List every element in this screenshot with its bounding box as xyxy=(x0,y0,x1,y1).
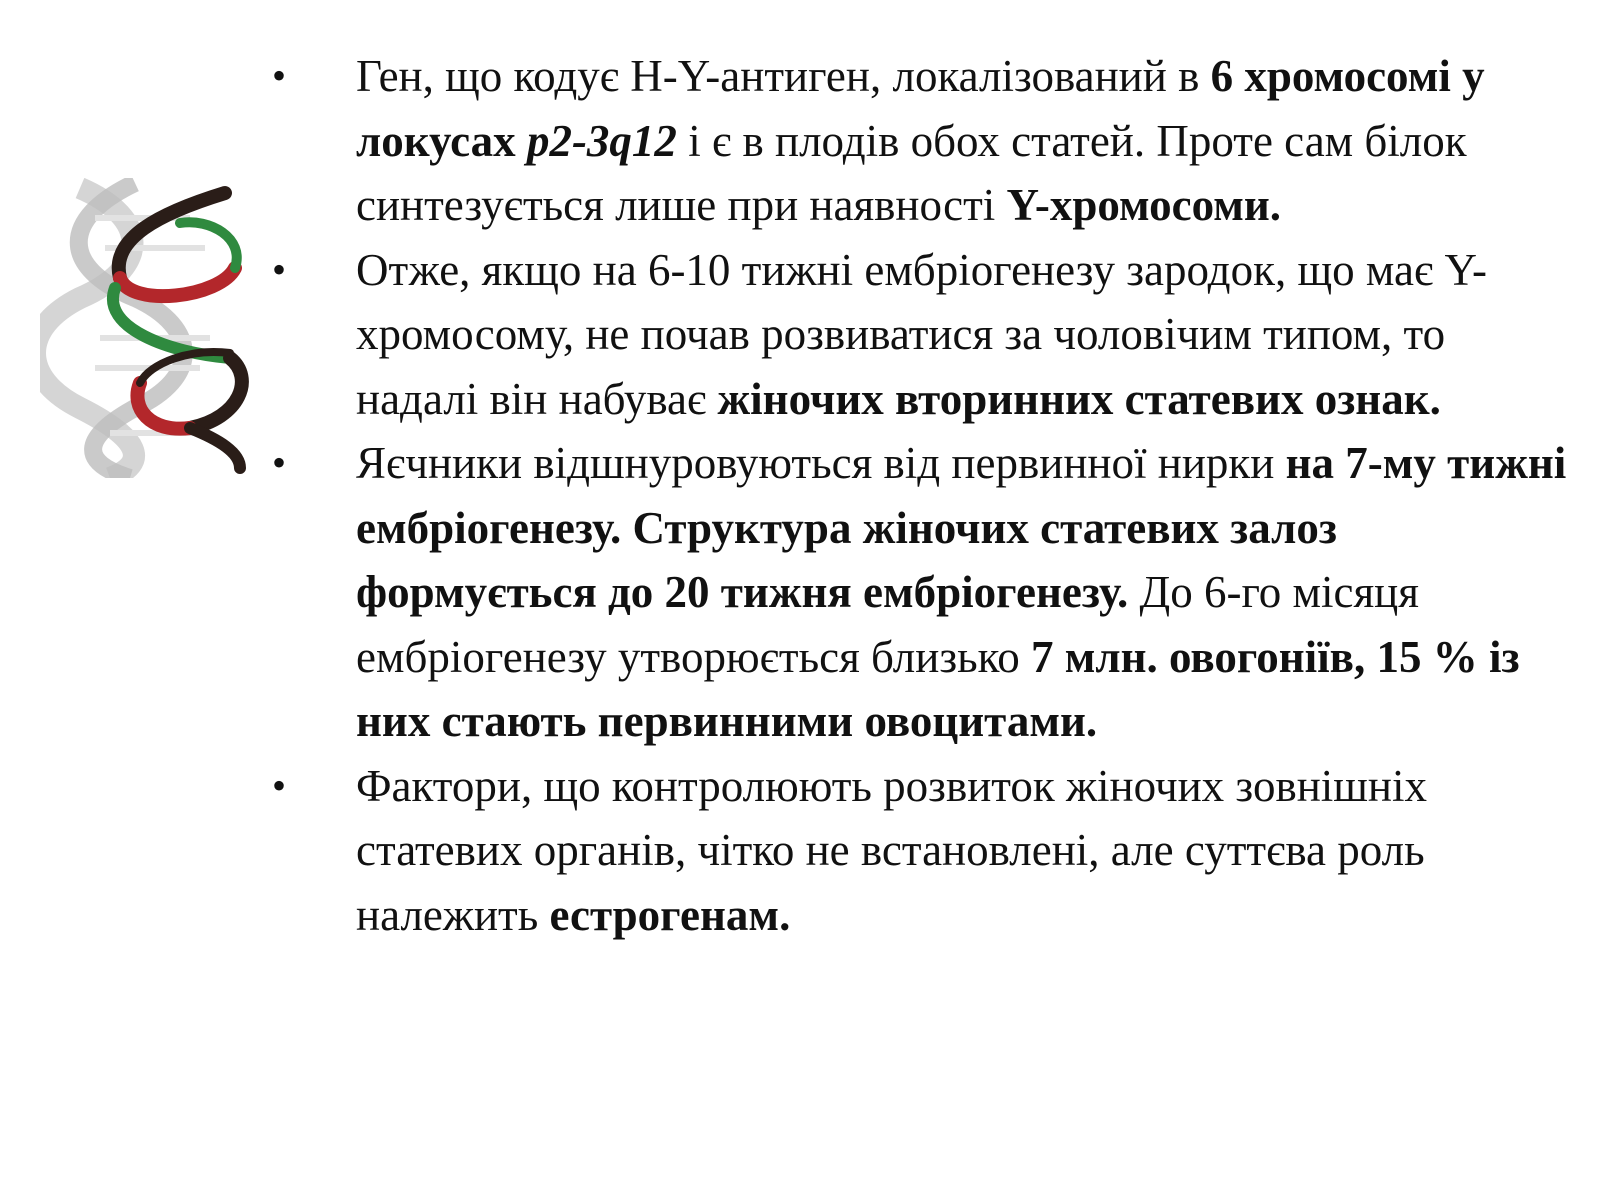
bullet-text: Яєчники відшнуровуються від первинної нирки xyxy=(356,438,1286,488)
bullet-item xyxy=(272,431,1572,754)
bullet-text-bold: на 7-му тижні ембріогенезу. Структура жіночих статевих залоз формується до 20 тижня ембріогенезу. xyxy=(356,438,1567,617)
bullet-item xyxy=(272,44,1572,238)
bullet-text: Отже, якщо на 6-10 тижні ембріогенезу зародок, що має Y-хромосому, не почав розвиватися за чоловічим типом, то надалі він набуває xyxy=(356,244,1488,424)
bullet-text-bold: 6 хромосомі у локусах xyxy=(356,51,1485,166)
bullet-item xyxy=(272,238,1572,432)
bullet-marker: • xyxy=(272,440,287,485)
bullet-item xyxy=(272,754,1572,948)
bullet-text-bold: Y-хромосоми. xyxy=(1006,180,1282,230)
bullet-marker: • xyxy=(272,53,287,98)
bullet-text: Фактори, що контролюють розвиток жіночих зовнішніх статевих органів, чітко не встановлені, але суттєва роль належить xyxy=(356,760,1428,940)
bullet-text-bold: 7 млн. овогоніїв, 15 % із них стають первинними овоцитами. xyxy=(356,631,1520,746)
bullet-text-bold: естрогенам. xyxy=(549,889,791,940)
bullet-marker: • xyxy=(272,762,287,808)
bullet-text: і є в плодів обох статей. Проте сам білок синтезується лише при наявності xyxy=(356,115,1467,230)
bullet-text-bold-italic: р2-3q12 xyxy=(526,115,677,166)
bullet-text-bold: жіночих вторинних статевих ознак. xyxy=(717,373,1441,424)
dna-helix-icon xyxy=(40,178,260,478)
bullet-marker: • xyxy=(272,246,287,292)
bullet-text: Ген, що кодує Н-Y-антиген, локалізований в xyxy=(356,51,1211,101)
bullet-text: До 6-го місяця ембріогенезу утворюється близько xyxy=(356,567,1419,682)
bullet-list xyxy=(272,44,1572,947)
